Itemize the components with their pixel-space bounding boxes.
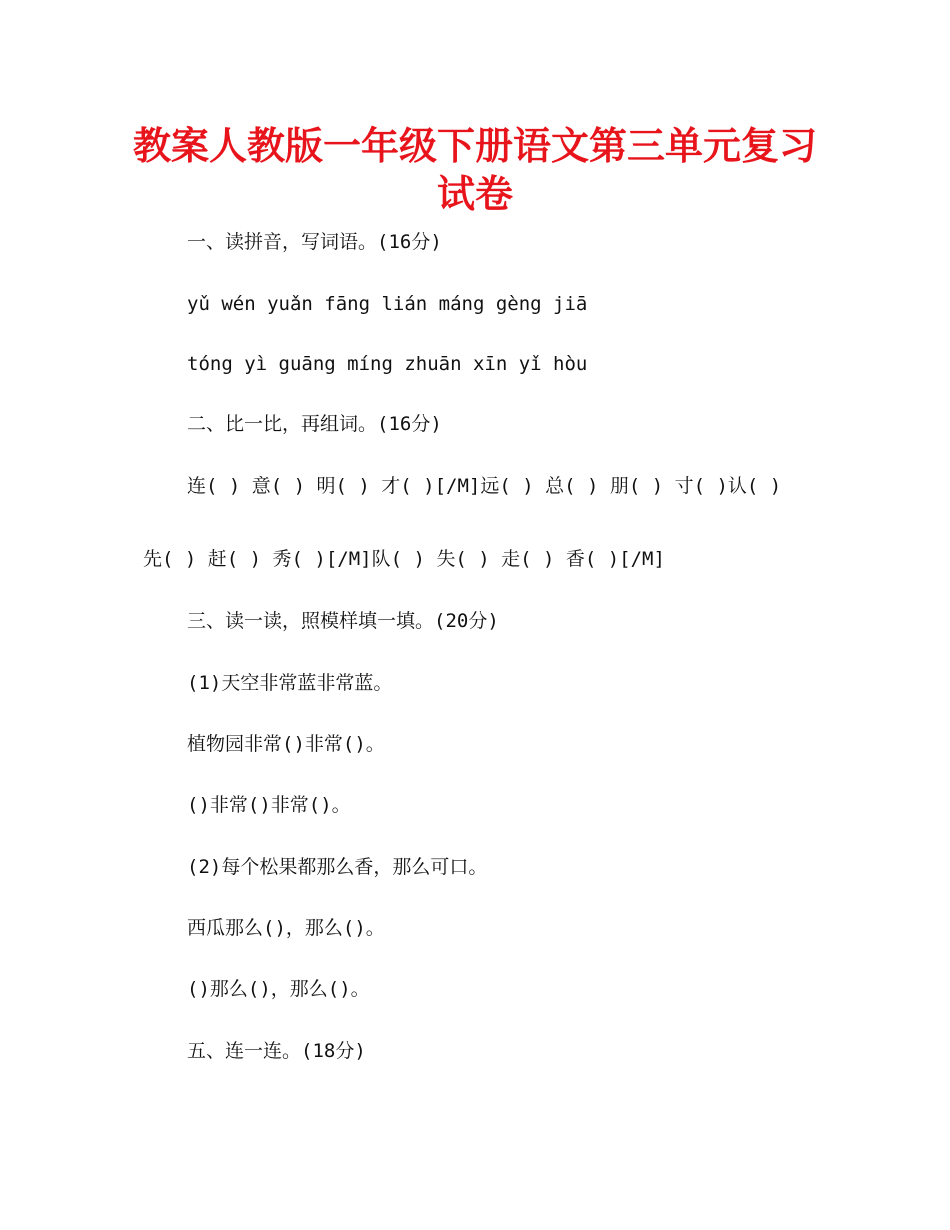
compare-words-line-1: 连( ) 意( ) 明( ) 才( )[/M]远( ) 总( ) 朋( ) 寸( )认( )	[187, 475, 782, 497]
pinyin-line-1: yǔ wén yuǎn fāng lián máng gèng jiā	[187, 293, 588, 315]
fill-line-4: ()那么()，那么()。	[187, 978, 370, 1000]
section-1-heading: 一、读拼音，写词语。(16分)	[187, 231, 442, 253]
fill-line-2: ()非常()非常()。	[187, 794, 351, 816]
section-2-heading: 二、比一比，再组词。(16分)	[187, 413, 442, 435]
section-3-heading: 三、读一读，照模样填一填。(20分)	[187, 610, 499, 632]
document-title-line-1: 教案人教版一年级下册语文第三单元复习	[132, 124, 817, 168]
fill-line-3: 西瓜那么()，那么()。	[187, 917, 385, 939]
fill-line-1: 植物园非常()非常()。	[187, 733, 385, 755]
section-5-heading: 五、连一连。(18分)	[187, 1040, 366, 1062]
document-title-line-2: 试卷	[436, 172, 513, 216]
example-2: (2)每个松果都那么香，那么可口。	[187, 856, 488, 878]
pinyin-line-2: tóng yì guāng míng zhuān xīn yǐ hòu	[187, 353, 588, 375]
example-1: (1)天空非常蓝非常蓝。	[187, 672, 393, 694]
compare-words-line-2: 先( ) 赶( ) 秀( )[/M]队( ) 失( ) 走( ) 香( )[/M]	[143, 548, 665, 570]
